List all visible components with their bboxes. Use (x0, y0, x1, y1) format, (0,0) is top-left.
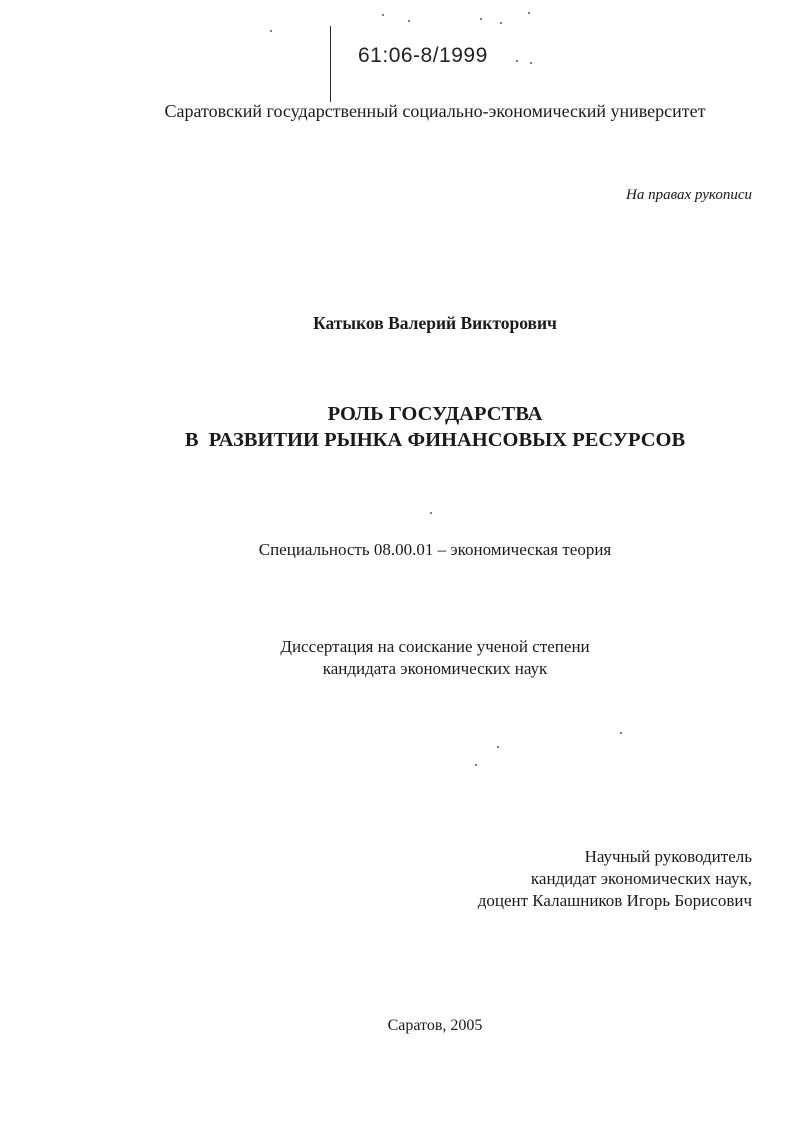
scan-speck (430, 512, 432, 514)
university-name: Саратовский государственный социально-экономический университет (164, 101, 706, 121)
scan-speck (408, 20, 410, 22)
scan-speck (530, 62, 532, 64)
title-line-2: В РАЗВИТИИ РЫНКА ФИНАНСОВЫХ РЕСУРСОВ (184, 429, 686, 451)
advisor-line-2: кандидат экономических наук, (530, 869, 752, 888)
dissertation-title (0, 401, 793, 453)
scan-speck (500, 22, 502, 24)
stamp-margin-line (330, 26, 331, 102)
scan-speck (620, 732, 622, 734)
scientific-advisor (478, 846, 752, 912)
rights-note: На правах рукописи (626, 187, 752, 203)
scan-speck (270, 30, 272, 32)
dissertation-degree (0, 636, 793, 680)
scan-speck (480, 18, 482, 20)
scan-speck (475, 764, 477, 766)
title-line-1: РОЛЬ ГОСУДАРСТВА (327, 403, 543, 425)
degree-line-1: Диссертация на соискание ученой степени (280, 637, 590, 656)
degree-line-2: кандидата экономических наук (322, 659, 548, 678)
specialty: Специальность 08.00.01 – экономическая теория (258, 540, 612, 559)
scan-speck (497, 746, 499, 748)
author-name: Катыков Валерий Викторович (313, 313, 557, 333)
library-stamp-number: 61:06-8/1999 (358, 44, 488, 67)
advisor-line-3: доцент Калашников Игорь Борисович (477, 891, 752, 910)
scan-speck (528, 12, 530, 14)
city-year: Саратов, 2005 (387, 1017, 483, 1034)
scan-speck (382, 14, 384, 16)
advisor-line-1: Научный руководитель (584, 847, 752, 866)
scan-speck (516, 60, 518, 62)
